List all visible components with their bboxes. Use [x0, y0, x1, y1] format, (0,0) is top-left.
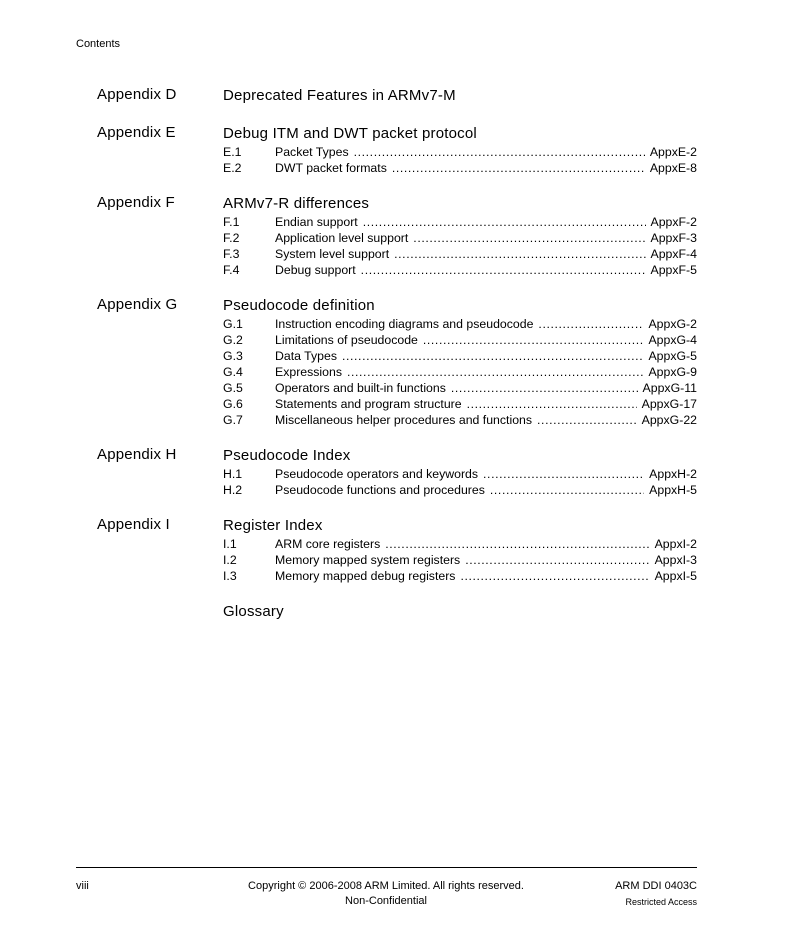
toc-entry-list — [223, 144, 697, 176]
toc-entry-page: AppxF-2 — [650, 215, 697, 229]
toc-entry-title: Packet Types — [275, 145, 349, 159]
toc-entry-link[interactable] — [223, 466, 697, 482]
toc-entry-title: Application level support — [275, 231, 409, 245]
toc-entry-list — [223, 214, 697, 278]
appendix-section — [0, 602, 788, 622]
toc-entry-title: Debug support — [275, 263, 356, 277]
toc-entry-link[interactable] — [223, 482, 697, 498]
toc-entry-title: Operators and built-in functions — [275, 381, 446, 395]
toc-entry-title: ARM core registers — [275, 537, 381, 551]
toc-dot-leader — [363, 214, 646, 230]
footer-page-number: viii — [76, 880, 89, 892]
appendix-label: Appendix F — [97, 194, 175, 211]
toc-entry-number: I.1 — [223, 537, 237, 551]
table-of-contents — [0, 86, 788, 640]
footer-divider — [76, 867, 697, 868]
toc-entry-page: AppxE-8 — [649, 161, 697, 175]
footer-document-id: ARM DDI 0403C — [615, 880, 697, 892]
toc-entry-number: E.1 — [223, 145, 242, 159]
toc-dot-leader — [467, 396, 637, 412]
toc-entry-number: I.2 — [223, 553, 237, 567]
toc-entry-title: Pseudocode operators and keywords — [275, 467, 479, 481]
toc-entry-list — [223, 536, 697, 584]
toc-entry-title: Endian support — [275, 215, 358, 229]
appendix-label: Appendix E — [97, 124, 176, 141]
toc-entry-link[interactable] — [223, 348, 697, 364]
toc-entry-title: Data Types — [275, 349, 337, 363]
toc-dot-leader — [392, 160, 645, 176]
toc-entry-page: AppxG-5 — [648, 349, 697, 363]
toc-dot-leader — [465, 552, 649, 568]
toc-entry-title: Miscellaneous helper procedures and functions — [275, 413, 533, 427]
toc-dot-leader — [460, 568, 649, 584]
toc-entry-title: Pseudocode functions and procedures — [275, 483, 485, 497]
toc-entry-number: F.2 — [223, 231, 240, 245]
toc-entry-number: G.2 — [223, 333, 243, 347]
appendix-section — [0, 516, 788, 584]
toc-dot-leader — [483, 466, 644, 482]
appendix-label: Appendix H — [97, 446, 177, 463]
appendix-section — [0, 124, 788, 176]
toc-entry-number: H.2 — [223, 483, 243, 497]
toc-entry-number: G.7 — [223, 413, 243, 427]
toc-dot-leader — [342, 348, 643, 364]
toc-entry-number: G.6 — [223, 397, 243, 411]
toc-entry-number: F.3 — [223, 247, 240, 261]
toc-entry-list — [223, 316, 697, 428]
toc-entry-title: Statements and program structure — [275, 397, 462, 411]
toc-entry-link[interactable] — [223, 246, 697, 262]
toc-entry-title: DWT packet formats — [275, 161, 387, 175]
toc-entry-link[interactable] — [223, 316, 697, 332]
toc-entry-title: System level support — [275, 247, 390, 261]
toc-entry-number: G.4 — [223, 365, 243, 379]
toc-entry-title: Instruction encoding diagrams and pseudocode — [275, 317, 534, 331]
footer-copyright: Copyright © 2006-2008 ARM Limited. All rights reserved. — [248, 880, 524, 892]
toc-entry-page: AppxG-22 — [641, 413, 697, 427]
toc-entry-link[interactable] — [223, 230, 697, 246]
footer-access-level: Restricted Access — [625, 897, 697, 907]
toc-entry-link[interactable] — [223, 536, 697, 552]
toc-dot-leader — [413, 230, 645, 246]
appendix-title-link[interactable]: Register Index — [223, 517, 323, 534]
toc-entry-page: AppxE-2 — [649, 145, 697, 159]
toc-entry-number: G.1 — [223, 317, 243, 331]
footer-confidentiality: Non-Confidential — [345, 895, 427, 907]
toc-entry-number: G.5 — [223, 381, 243, 395]
toc-entry-page: AppxF-5 — [650, 263, 697, 277]
toc-entry-link[interactable] — [223, 364, 697, 380]
toc-dot-leader — [354, 144, 645, 160]
toc-entry-link[interactable] — [223, 412, 697, 428]
toc-entry-page: AppxG-9 — [648, 365, 697, 379]
toc-entry-page: AppxH-5 — [649, 483, 697, 497]
toc-entry-number: E.2 — [223, 161, 242, 175]
toc-entry-page: AppxI-3 — [654, 553, 697, 567]
toc-dot-leader — [423, 332, 644, 348]
toc-entry-title: Limitations of pseudocode — [275, 333, 418, 347]
toc-entry-page: AppxI-5 — [654, 569, 697, 583]
appendix-title-link[interactable]: Deprecated Features in ARMv7-M — [223, 87, 456, 104]
toc-entry-link[interactable] — [223, 568, 697, 584]
page-header-label: Contents — [76, 38, 121, 50]
toc-entry-page: AppxG-11 — [642, 381, 697, 395]
toc-entry-page: AppxF-3 — [650, 231, 697, 245]
appendix-section — [0, 296, 788, 428]
appendix-label: Appendix G — [97, 296, 178, 313]
appendix-title-link[interactable]: ARMv7-R differences — [223, 195, 370, 212]
toc-entry-number: H.1 — [223, 467, 243, 481]
toc-entry-title: Memory mapped debug registers — [275, 569, 456, 583]
toc-entry-link[interactable] — [223, 552, 697, 568]
toc-entry-link[interactable] — [223, 160, 697, 176]
toc-dot-leader — [361, 262, 646, 278]
toc-entry-list — [223, 466, 697, 498]
appendix-label: Appendix D — [97, 86, 177, 103]
appendix-title-link[interactable]: Pseudocode definition — [223, 297, 375, 314]
appendix-section — [0, 446, 788, 498]
toc-entry-page: AppxG-2 — [648, 317, 697, 331]
appendix-section — [0, 86, 788, 106]
toc-entry-number: F.1 — [223, 215, 240, 229]
appendix-title-link[interactable]: Glossary — [223, 603, 284, 620]
toc-dot-leader — [385, 536, 649, 552]
toc-dot-leader — [538, 316, 643, 332]
toc-entry-page: AppxF-4 — [650, 247, 697, 261]
toc-entry-page: AppxG-17 — [641, 397, 697, 411]
toc-entry-link[interactable] — [223, 214, 697, 230]
toc-dot-leader — [394, 246, 645, 262]
toc-entry-page: AppxG-4 — [648, 333, 697, 347]
toc-entry-link[interactable] — [223, 332, 697, 348]
toc-dot-leader — [347, 364, 643, 380]
toc-entry-number: G.3 — [223, 349, 243, 363]
appendix-label: Appendix I — [97, 516, 170, 533]
appendix-title-link[interactable]: Debug ITM and DWT packet protocol — [223, 125, 477, 142]
toc-entry-page: AppxI-2 — [654, 537, 697, 551]
toc-entry-title: Memory mapped system registers — [275, 553, 461, 567]
toc-entry-link[interactable] — [223, 262, 697, 278]
toc-entry-number: F.4 — [223, 263, 240, 277]
appendix-title-link[interactable]: Pseudocode Index — [223, 447, 351, 464]
toc-entry-number: I.3 — [223, 569, 237, 583]
toc-dot-leader — [537, 412, 637, 428]
toc-entry-link[interactable] — [223, 144, 697, 160]
toc-entry-link[interactable] — [223, 396, 697, 412]
toc-dot-leader — [451, 380, 638, 396]
appendix-section — [0, 194, 788, 278]
toc-entry-page: AppxH-2 — [649, 467, 697, 481]
toc-dot-leader — [490, 482, 644, 498]
toc-entry-link[interactable] — [223, 380, 697, 396]
toc-entry-title: Expressions — [275, 365, 342, 379]
